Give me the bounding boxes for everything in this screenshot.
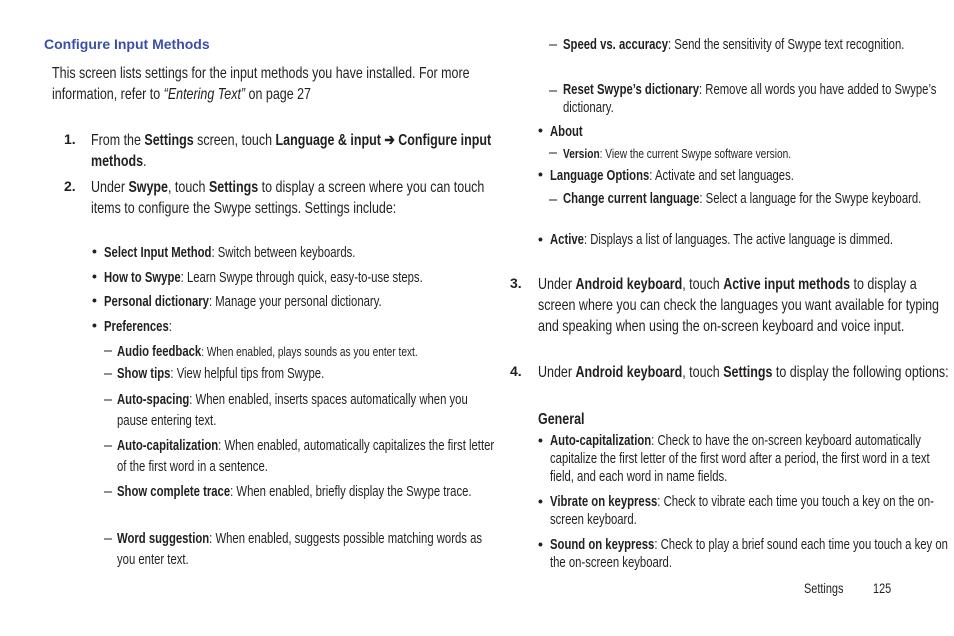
bullet: • [92, 317, 97, 333]
list-item: Auto-capitalization: When enabled, automatically capitalizes the first letter of the first word in a sentence. [117, 438, 495, 475]
step-number: 3. [510, 275, 522, 291]
step-keyword: Settings [208, 179, 259, 196]
step-text: , touch [682, 276, 724, 293]
list-item: About [550, 124, 583, 140]
step-text: From the [91, 132, 145, 149]
step-keyword: Settings [723, 364, 773, 381]
list-item: How to Swype: Learn Swype through quick, easy-to-use steps. [104, 270, 423, 286]
list-item: Version: View the current Swype software version. [563, 146, 792, 161]
list-item: Sound on keypress: Check to play a brief sound each time you touch a key on the on-screen keyboard. [550, 537, 948, 571]
bullet: • [92, 243, 97, 259]
step-keyword: Active input methods [723, 276, 851, 293]
list-item: Speed vs. accuracy: Send the sensitivity of Swype text recognition. [563, 37, 905, 53]
intro-paragraph [52, 63, 500, 105]
dash: – [104, 438, 113, 454]
dash: – [104, 531, 113, 547]
step-text: , touch [682, 364, 724, 381]
step-number: 4. [510, 363, 522, 379]
bullet: • [538, 432, 543, 448]
list-item: Reset Swype’s dictionary: Remove all words you have added to Swype’s dictionary. [563, 82, 937, 116]
list-item: Language Options: Activate and set languages. [550, 168, 794, 184]
step-text: to display the following options: [772, 364, 949, 381]
list-item: Preferences: [104, 319, 172, 335]
list-item: Auto-spacing: When enabled, inserts spaces automatically when you pause entering text. [117, 392, 468, 429]
subheading-general: General [538, 411, 585, 428]
bullet: • [538, 493, 543, 509]
step-keyword: Swype [128, 179, 169, 196]
step-keyword: Android keyboard [575, 276, 683, 293]
bullet: • [538, 231, 543, 247]
step-text: , touch [168, 179, 209, 196]
list-item: Audio feedback: When enabled, plays sounds as you enter text. [117, 344, 418, 360]
section-heading: Configure Input Methods [44, 36, 210, 52]
dash: – [549, 192, 558, 208]
dash: – [104, 343, 113, 359]
step-text: Under [91, 179, 129, 196]
step-4 [538, 362, 950, 383]
page-number: 125 [873, 580, 892, 596]
dash: – [104, 366, 113, 382]
list-item: Vibrate on keypress: Check to vibrate each time you touch a key on the on-screen keyboard. [550, 494, 934, 528]
step-keyword: Settings [144, 132, 194, 149]
step-text: screen, touch [193, 132, 276, 149]
step-text: Under [538, 364, 576, 381]
bullet: • [538, 166, 543, 182]
step-text: to display a screen where you can check the languages you want available for typing and speaking when using the on-screen keyboard and voice input. [538, 276, 939, 335]
list-item: Change current language: Select a language for the Swype keyboard. [563, 191, 922, 207]
bullet: • [538, 536, 543, 552]
bullet: • [92, 268, 97, 284]
dash: – [104, 484, 113, 500]
list-item: Select Input Method: Switch between keyboards. [104, 245, 356, 261]
bullet: • [92, 292, 97, 308]
intro-text-end: on page 27 [245, 86, 311, 103]
step-text: Under [538, 276, 576, 293]
step-text: . [143, 153, 147, 170]
intro-text: This screen lists settings for the input methods you have installed. For more information, refer to [52, 65, 470, 103]
list-item: Word suggestion: When enabled, suggests possible matching words as you enter text. [117, 531, 483, 568]
step-keyword: Android keyboard [575, 364, 683, 381]
dash: – [549, 83, 558, 99]
cross-reference-link[interactable]: “Entering Text” [163, 86, 246, 103]
step-number: 1. [64, 131, 76, 147]
list-item: Auto-capitalization: Check to have the on-screen keyboard automatically capitalize the first letter of the first word after a period, the first word in a text field, and each word in name fields. [550, 433, 930, 485]
step-number: 2. [64, 178, 76, 194]
step-keyword: Language & input ➔ Configure input methods [91, 132, 492, 170]
dash: – [549, 145, 558, 161]
dash: – [549, 37, 558, 53]
step-3 [538, 274, 950, 337]
bullet: • [538, 122, 543, 138]
step-2 [91, 177, 500, 219]
footer-section: Settings [804, 580, 844, 596]
step-text: to display a screen where you can touch items to configure the Swype settings. Settings include: [91, 179, 485, 217]
list-item: Show tips: View helpful tips from Swype. [117, 366, 325, 382]
list-item: Show complete trace: When enabled, briefly display the Swype trace. [117, 484, 472, 500]
list-item: Personal dictionary: Manage your personal dictionary. [104, 294, 382, 310]
step-1 [91, 130, 500, 172]
list-item: Active: Displays a list of languages. The active language is dimmed. [550, 232, 894, 248]
dash: – [104, 392, 113, 408]
